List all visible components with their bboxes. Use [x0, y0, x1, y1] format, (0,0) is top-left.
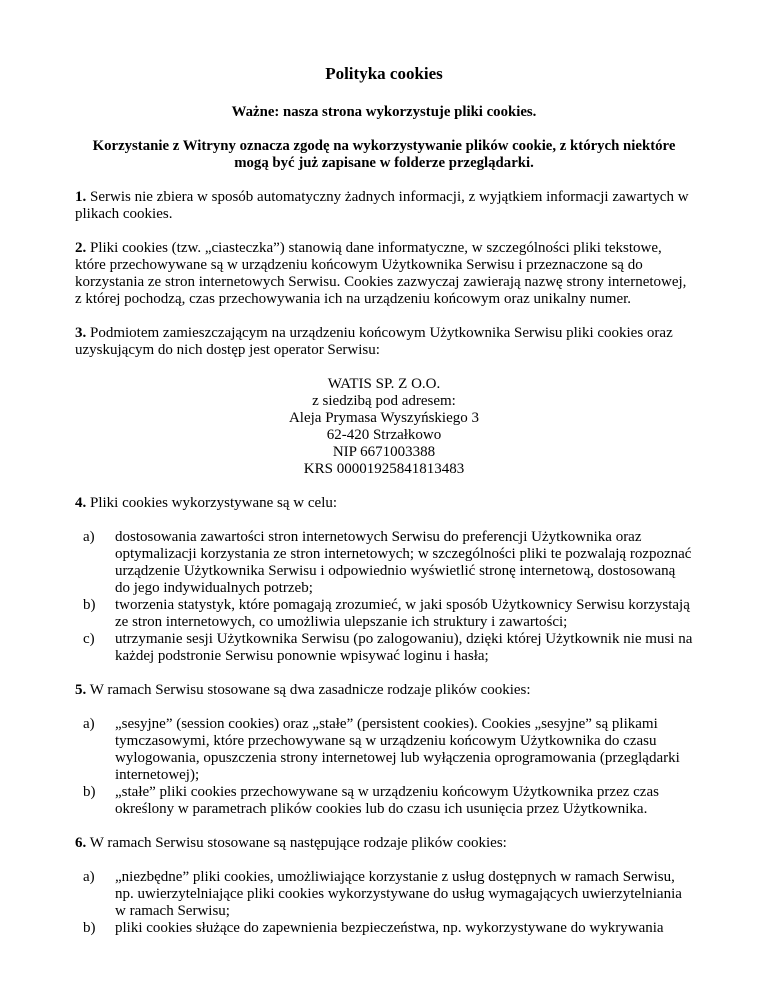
paragraph-text: Pliki cookies (tzw. „ciasteczka”) stanowią dane informatyczne, w szczególności pliki tekstowe, które przechowywane są w urządzeniu końcowym Użytkownika Serwisu i przeznaczone są do korzystania ze stron internetowych Serwisu. Cookies zazwyczaj zawierają nazwę strony internetowej, z której pochodzą, czas przechowywania ich na urządzeniu końcowym oraz unikalny numer.: [75, 240, 687, 307]
list-item: [83, 597, 693, 631]
list-item: [83, 920, 693, 937]
paragraph-2: [75, 240, 693, 308]
list-marker: a): [83, 716, 95, 732]
page-title: Polityka cookies: [325, 64, 443, 83]
list-item-text: pliki cookies służące do zapewnienia bezpieczeństwa, np. wykorzystywane do wykrywania: [115, 920, 664, 936]
list-marker: b): [83, 920, 96, 936]
paragraph-text: Podmiotem zamieszczającym na urządzeniu końcowym Użytkownika Serwisu pliki cookies oraz uzyskującym do nich dostęp jest operator Serwisu:: [75, 325, 673, 358]
list-item: [83, 869, 693, 920]
paragraph-number: 2.: [75, 240, 87, 256]
list-item-text: utrzymanie sesji Użytkownika Serwisu (po zalogowaniu), dzięki której Użytkownik nie musi na każdej podstronie Serwisu ponownie wpisywać loginu i hasła;: [115, 631, 693, 664]
list-marker: b): [83, 784, 96, 800]
krs-number: KRS 00001925841813483: [303, 461, 465, 477]
list-item: [83, 529, 693, 597]
important-notice: Ważne: nasza strona wykorzystuje pliki cookies.: [231, 104, 537, 120]
list-marker: b): [83, 597, 96, 613]
paragraph-5: [75, 682, 693, 699]
list-marker: a): [83, 529, 95, 545]
street-address: Aleja Prymasa Wyszyńskiego 3: [288, 410, 480, 426]
company-name: WATIS SP. Z O.O.: [327, 376, 441, 392]
list-marker: a): [83, 869, 95, 885]
list-item-text: „sesyjne” (session cookies) oraz „stałe” (persistent cookies). Cookies „sesyjne” są plikami tymczasowymi, które przechowywane są w urządzeniu końcowym Użytkownika do czasu wylogowania, opuszczenia strony internetowej lub wyłączenia oprogramowania (przeglądarki internetowej);: [115, 716, 680, 783]
paragraph-number: 6.: [75, 835, 87, 851]
cookie-kinds-list: [75, 869, 693, 937]
list-item-text: dostosowania zawartości stron internetowych Serwisu do preferencji Użytkownika oraz optymalizacji korzystania ze stron internetowych; w szczególności pliki te pozwalają rozpoznać urządzenie Użytkownika Serwisu i odpowiednio wyświetlić stronę internetową, dostosowaną do jego indywidualnych potrzeb;: [115, 529, 692, 596]
list-item-text: „stałe” pliki cookies przechowywane są w urządzeniu końcowym Użytkownika przez czas określony w parametrach plików cookies lub do czasu ich usunięcia przez Użytkownika.: [115, 784, 659, 817]
list-item-text: tworzenia statystyk, które pomagają zrozumieć, w jaki sposób Użytkownicy Serwisu korzystają ze stron internetowych, co umożliwia ulepszanie ich struktury i zawartości;: [115, 597, 690, 630]
paragraph-3: [75, 325, 693, 359]
paragraph-number: 4.: [75, 495, 87, 511]
postal-city: 62-420 Strzałkowo: [326, 427, 442, 443]
list-item: [83, 716, 693, 784]
paragraph-6: [75, 835, 693, 852]
address-intro: z siedzibą pod adresem:: [312, 393, 456, 409]
paragraph-number: 1.: [75, 189, 87, 205]
list-item-text: „niezbędne” pliki cookies, umożliwiające korzystanie z usług dostępnych w ramach Serwisu, np. uwierzytelniające pliki cookies wykorzystywane do usług wymagających uwierzytelniania w ramach Serwisu;: [115, 869, 682, 919]
paragraph-4: [75, 495, 693, 512]
nip-number: NIP 6671003388: [332, 444, 436, 460]
paragraph-number: 3.: [75, 325, 87, 341]
paragraph-text: W ramach Serwisu stosowane są następujące rodzaje plików cookies:: [86, 835, 507, 851]
operator-address: [75, 376, 693, 478]
paragraph-text: W ramach Serwisu stosowane są dwa zasadnicze rodzaje plików cookies:: [86, 682, 531, 698]
list-marker: c): [83, 631, 95, 647]
list-item: [83, 631, 693, 665]
consent-notice: Korzystanie z Witryny oznacza zgodę na wykorzystywanie plików cookie, z których niektóre mogą być już zapisane w folderze przeglądarki.: [92, 138, 676, 171]
paragraph-text: Pliki cookies wykorzystywane są w celu:: [86, 495, 338, 511]
paragraph-1: [75, 189, 693, 223]
purpose-list: [75, 529, 693, 665]
paragraph-text: Serwis nie zbiera w sposób automatyczny żadnych informacji, z wyjątkiem informacji zawartych w plikach cookies.: [75, 189, 689, 222]
list-item: [83, 784, 693, 818]
cookie-types-list: [75, 716, 693, 818]
paragraph-number: 5.: [75, 682, 87, 698]
